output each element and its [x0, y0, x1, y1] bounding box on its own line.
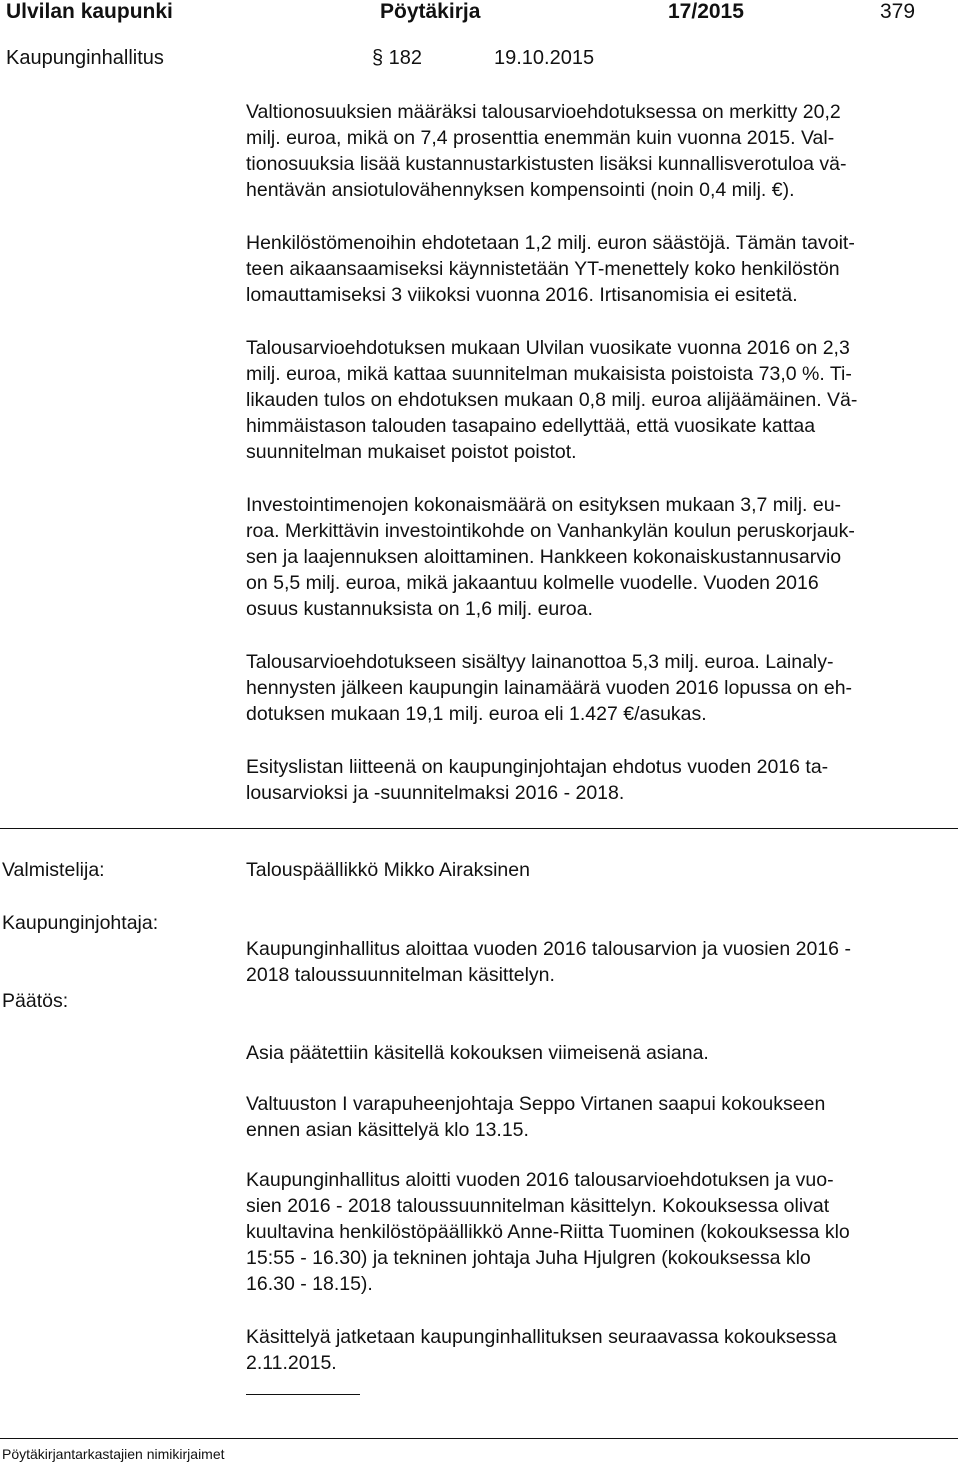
text-line: likauden tulos on ehdotuksen mukaan 0,8 milj. euroa alijäämäinen. Vä- — [246, 389, 858, 411]
text-line: sien 2016 - 2018 taloussuunnitelman käsittelyn. Kokouksessa olivat — [246, 1195, 830, 1217]
text-line: 16.30 - 18.15). — [246, 1273, 373, 1295]
text-line: Talousarvioehdotukseen sisältyy lainanottoa 5,3 milj. euroa. Lainaly- — [246, 651, 834, 673]
section-divider — [0, 828, 958, 829]
document-number: 17/2015 — [668, 0, 744, 23]
text-line: lomauttamiseksi 3 viikoksi vuonna 2016. Irtisanomisia ei esitetä. — [246, 284, 798, 306]
text-line: Valtionosuuksien määräksi talousarvioehdotuksessa on merkitty 20,2 — [246, 101, 841, 123]
org-name: Ulvilan kaupunki — [6, 0, 173, 23]
text-line: Käsittelyä jatketaan kaupunginhallituksen seuraavassa kokouksessa — [246, 1326, 837, 1348]
text-line: Esityslistan liitteenä on kaupunginjohtajan ehdotus vuoden 2016 ta- — [246, 756, 829, 778]
footer-divider — [0, 1438, 958, 1439]
text-line: teen aikaansaamiseksi käynnistetään YT-menettely koko henkilöstön — [246, 258, 840, 280]
preparer-label: Valmistelija: — [2, 859, 105, 881]
text-line: tionosuuksia lisää kustannustarkistusten lisäksi kunnallisverotuloa vä- — [246, 153, 847, 175]
text-line: kuultavina henkilöstöpäällikkö Anne-Riitta Tuominen (kokouksessa klo — [246, 1221, 850, 1243]
text-line: Kaupunginhallitus aloittaa vuoden 2016 talousarvion ja vuosien 2016 - — [246, 938, 851, 960]
text-line: lousarvioksi ja -suunnitelmaksi 2016 - 2018. — [246, 782, 625, 804]
text-line: 2.11.2015. — [246, 1352, 337, 1374]
text-line: Henkilöstömenoihin ehdotetaan 1,2 milj. euron säästöjä. Tämän tavoit- — [246, 232, 855, 254]
text-line: Talouspäällikkö Mikko Airaksinen — [246, 859, 530, 881]
document-type: Pöytäkirja — [380, 0, 481, 23]
text-line: Kaupunginhallitus aloitti vuoden 2016 talousarvioehdotuksen ja vuo- — [246, 1169, 834, 1191]
section-number: § 182 — [372, 47, 423, 69]
text-line: 2018 taloussuunnitelman käsittelyn. — [246, 964, 555, 986]
mayor-label: Kaupunginjohtaja: — [2, 912, 159, 934]
text-line: Asia päätettiin käsitellä kokouksen viimeisenä asiana. — [246, 1042, 709, 1064]
text-line: 15:55 - 16.30) ja tekninen johtaja Juha Hjulgren (kokouksessa klo — [246, 1247, 811, 1269]
text-line: himmäistason talouden tasapaino edellyttää, että vuosikate kattaa — [246, 415, 816, 437]
page-number: 379 — [880, 0, 916, 23]
text-line: Valtuuston I varapuheenjohtaja Seppo Virtanen saapui kokoukseen — [246, 1093, 826, 1115]
text-line: milj. euroa, mikä kattaa suunnitelman mukaisista poistoista 73,0 %. Ti- — [246, 363, 852, 385]
footer-initials-label: Pöytäkirjantarkastajien nimikirjaimet — [2, 1446, 225, 1462]
text-line: dotuksen mukaan 19,1 milj. euroa eli 1.427 €/asukas. — [246, 703, 707, 725]
text-line: hennysten jälkeen kaupungin lainamäärä vuoden 2016 lopussa on eh- — [246, 677, 853, 699]
text-line: on 5,5 milj. euroa, mikä jakaantuu kolmelle vuodelle. Vuoden 2016 — [246, 572, 819, 594]
text-line: ennen asian käsittelyä klo 13.15. — [246, 1119, 529, 1141]
text-line: milj. euroa, mikä on 7,4 prosenttia enemmän kuin vuonna 2015. Val- — [246, 127, 835, 149]
text-line: suunnitelman mukaiset poistot poistot. — [246, 441, 577, 463]
text-line: roa. Merkittävin investointikohde on Vanhankylän koulun peruskorjauk- — [246, 520, 855, 542]
decision-label: Päätös: — [2, 990, 69, 1012]
end-rule — [246, 1394, 360, 1395]
text-line: Talousarvioehdotuksen mukaan Ulvilan vuosikate vuonna 2016 on 2,3 — [246, 337, 850, 359]
governing-body: Kaupunginhallitus — [6, 47, 164, 69]
text-line: osuus kustannuksista on 1,6 milj. euroa. — [246, 598, 593, 620]
text-line: sen ja laajennuksen aloittaminen. Hankkeen kokonaiskustannusarvio — [246, 546, 842, 568]
meeting-date: 19.10.2015 — [494, 47, 595, 69]
text-line: Investointimenojen kokonaismäärä on esityksen mukaan 3,7 milj. eu- — [246, 494, 842, 516]
text-line: hentävän ansiotulovähennyksen kompensointi (noin 0,4 milj. €). — [246, 179, 795, 201]
